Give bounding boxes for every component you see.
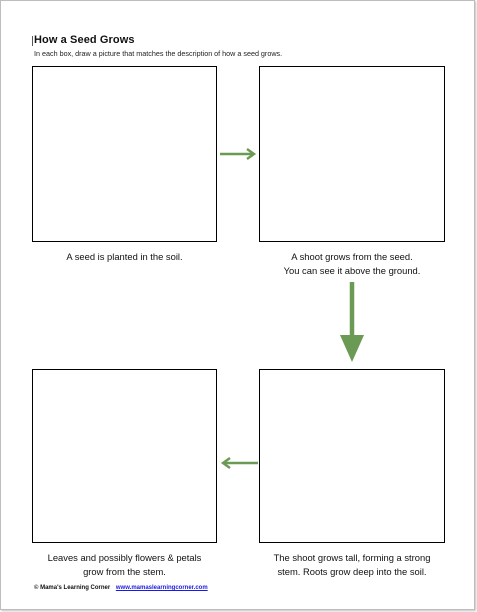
drawing-box-step-2[interactable] [259,66,445,242]
drawing-box-step-3[interactable] [259,369,445,543]
caption-line: The shoot grows tall, forming a strong [273,552,431,563]
worksheet-instructions: In each box, draw a picture that matches the description of how a seed grows. [34,49,283,58]
arrow-down-icon [337,280,367,364]
caption-step-4 [21,551,228,579]
caption-line: You can see it above the ground. [283,265,421,276]
copyright-text: © Mama's Learning Corner [34,585,111,591]
drawing-box-step-1[interactable] [32,66,217,242]
caption-line: grow from the stem. [83,566,166,577]
arrow-left-icon [218,455,260,471]
caption-line: stem. Roots grow deep into the soil. [277,566,427,577]
website-link[interactable]: www.mamaslearningcorner.com [115,585,208,591]
text-cursor-mark [32,36,33,46]
footer-credit [34,585,208,591]
caption-step-2 [246,250,458,278]
caption-line: A seed is planted in the soil. [66,251,183,262]
arrow-right-icon [218,146,260,162]
drawing-box-step-4[interactable] [32,369,217,543]
caption-line: A shoot grows from the seed. [291,251,413,262]
caption-step-3 [246,551,458,579]
caption-step-1 [32,250,217,264]
caption-line: Leaves and possibly flowers & petals [47,552,202,563]
worksheet-title: How a Seed Grows [34,34,135,46]
